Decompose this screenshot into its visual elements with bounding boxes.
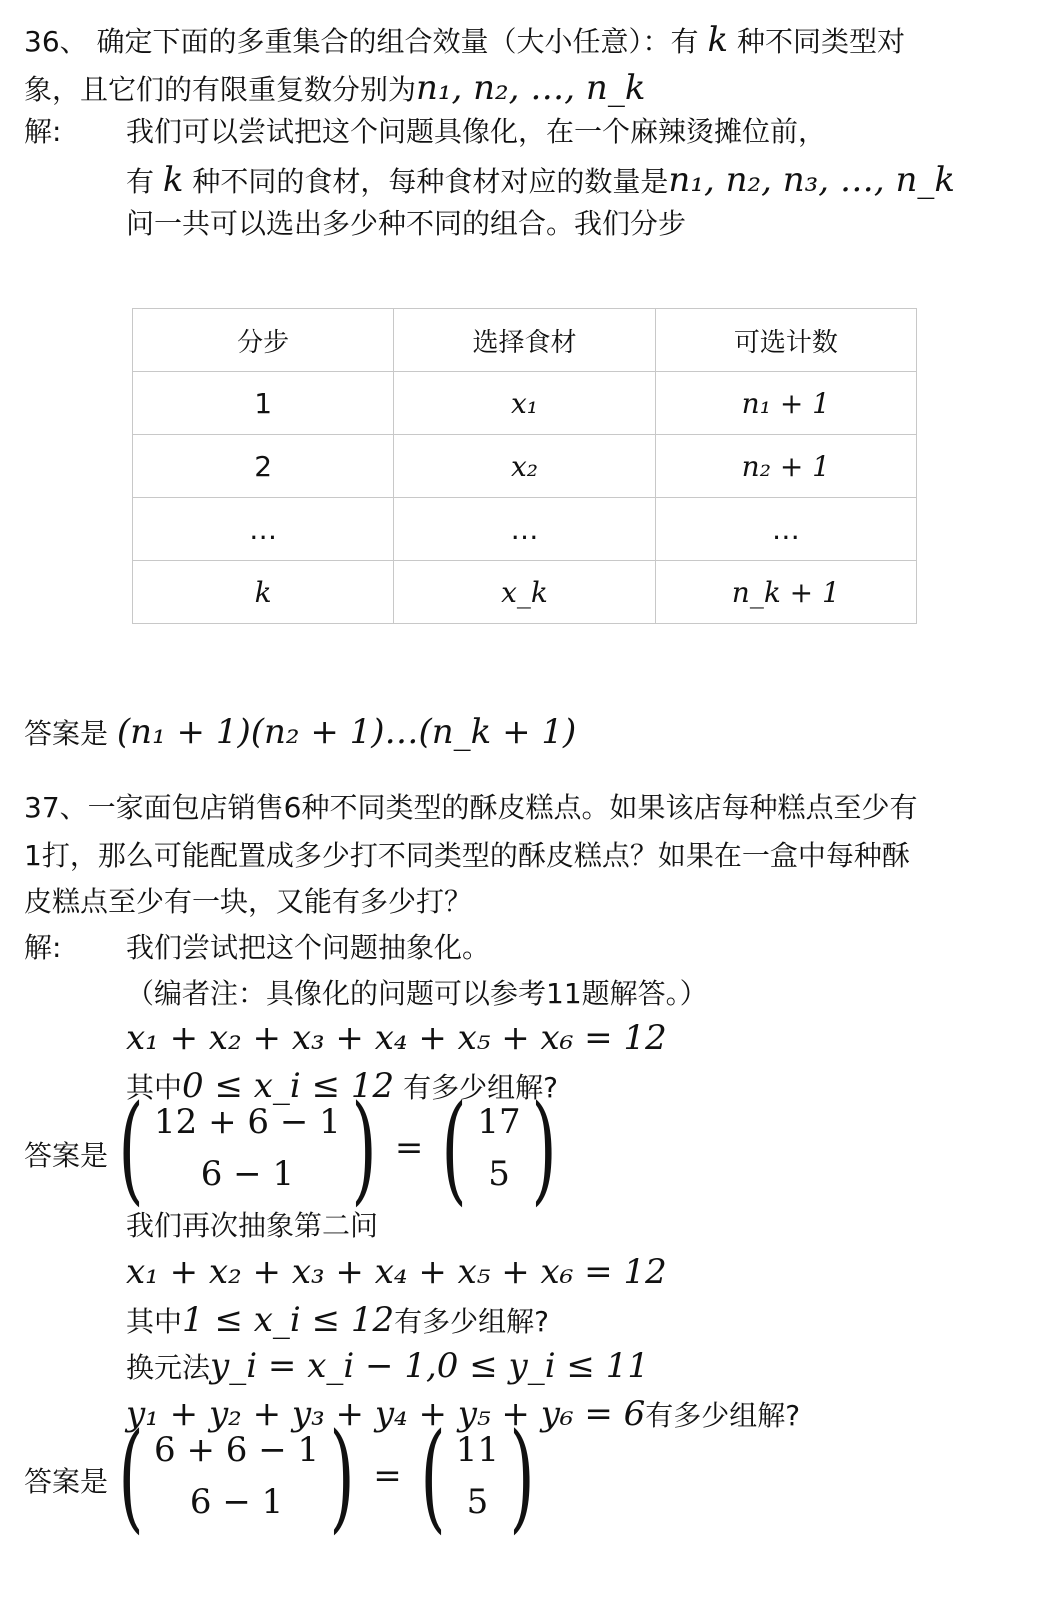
sol2-mid: 种不同的食材，每种食材对应的数量是 [183,165,669,198]
cell-step: 1 [133,372,394,435]
steps-table [132,308,917,624]
multiplicity-list: n₁, n₂, …, n_k [416,68,646,108]
right-paren: ) [531,1079,557,1217]
header-count: 可选计数 [655,309,916,372]
table-header-row [133,309,917,372]
cell-step: k [133,561,394,624]
line2-text: 象，且它们的有限重复数分别为 [24,73,417,106]
binom-rhs [477,1096,520,1200]
problem-37-line3: 皮糕点至少有一块，又能有多少打？ [24,885,473,918]
cell-count: … [655,498,916,561]
left-paren: ( [118,1079,144,1217]
left-paren: ( [420,1407,446,1545]
k-var: k [707,20,729,60]
binom-bottom: 6 − 1 [200,1154,295,1194]
cond-suffix: 有多少组解? [394,1071,558,1104]
sol2-prefix: 有 [126,165,163,198]
binom-top: 12 + 6 − 1 [154,1102,341,1142]
equals-sign: = [394,1128,424,1168]
cell-ingredient: x₂ [394,435,655,498]
answer-formula: (n₁ + 1)(n₂ + 1)…(n_k + 1) [116,712,577,752]
cell-count: n₁ + 1 [655,372,916,435]
binom-top: 11 [455,1430,500,1470]
cond-suffix: 有多少组解? [394,1305,550,1338]
left-paren: ( [441,1079,468,1217]
solution-36-line3: 问一共可以选出多少种不同的组合。我们分步 [126,207,687,240]
cell-ingredient: … [394,498,655,561]
right-paren: ) [351,1079,377,1217]
cell-ingredient: x₁ [394,372,655,435]
right-paren: ) [509,1407,535,1545]
binom-top: 17 [477,1102,521,1142]
cond-prefix: 其中 [126,1071,183,1104]
equals-sign: = [373,1456,402,1496]
solve-label-36: 解: [24,115,62,148]
sub-prefix: 换元法 [126,1351,211,1384]
answer-37-label-1: 答案是 [24,1139,109,1172]
editor-note: （编者注：具像化的问题可以参考11题解答。） [126,977,708,1010]
answer-37-label-2: 答案是 [24,1465,109,1498]
equation-2: x₁ + x₂ + x₃ + x₄ + x₅ + x₆ = 12 [126,1252,667,1292]
table-row [133,561,917,624]
header-ingredient: 选择食材 [394,309,655,372]
equation-1: x₁ + x₂ + x₃ + x₄ + x₅ + x₆ = 12 [126,1018,667,1058]
k-var: k [162,160,184,200]
condition-2 [126,1300,549,1342]
cell-count: n_k + 1 [655,561,916,624]
solution-37-line1: 我们尝试把这个问题抽象化。 [126,931,491,964]
problem-37-line2: 1打，那么可能配置成多少打不同类型的酥皮糕点？如果在一盒中每种酥 [24,839,910,872]
answer-36 [24,712,576,754]
title-suffix: 种不同类型对 [728,25,905,58]
solution-36-line2 [126,160,955,202]
left-paren: ( [118,1407,144,1545]
eq3-math: y₁ + y₂ + y₃ + y₄ + y₅ + y₆ = 6 [126,1394,646,1434]
binom-lhs [154,1096,341,1200]
cell-step: … [133,498,394,561]
cell-ingredient: x_k [394,561,655,624]
sub-math: y_i = x_i − 1,0 ≤ y_i ≤ 11 [210,1346,649,1386]
problem-36-line2 [24,68,645,110]
substitution [126,1346,649,1388]
table-row [133,372,917,435]
solution-36-line1: 我们可以尝试把这个问题具像化，在一个麻辣烫摊位前， [126,115,827,148]
answer-label: 答案是 [24,717,109,750]
binom-bottom: 5 [488,1154,510,1194]
table-row [133,435,917,498]
cell-count: n₂ + 1 [655,435,916,498]
quantity-list: n₁, n₂, n₃, …, n_k [668,160,955,200]
header-step: 分步 [133,309,394,372]
cond-math: 0 ≤ x_i ≤ 12 [182,1066,395,1106]
problem-37-line1: 37、一家面包店销售6种不同类型的酥皮糕点。如果该店每种糕点至少有 [24,791,918,824]
cond-prefix: 其中 [126,1305,183,1338]
solution-37-line2: 我们再次抽象第二问 [126,1209,379,1242]
right-paren: ) [329,1407,355,1545]
binom-bottom: 5 [466,1482,489,1522]
problem-36-title [24,20,905,62]
eq3-suffix: 有多少组解? [645,1399,801,1432]
binom-top: 6 + 6 − 1 [154,1430,320,1470]
table-row [133,498,917,561]
binom-rhs [456,1424,499,1528]
binom-lhs [154,1424,319,1528]
title-text: 36、 确定下面的多重集合的组合效量（大小任意）：有 [24,25,708,58]
cell-step: 2 [133,435,394,498]
cond-math: 1 ≤ x_i ≤ 12 [182,1300,395,1340]
binom-bottom: 6 − 1 [189,1482,284,1522]
solve-label-37: 解: [24,931,62,964]
